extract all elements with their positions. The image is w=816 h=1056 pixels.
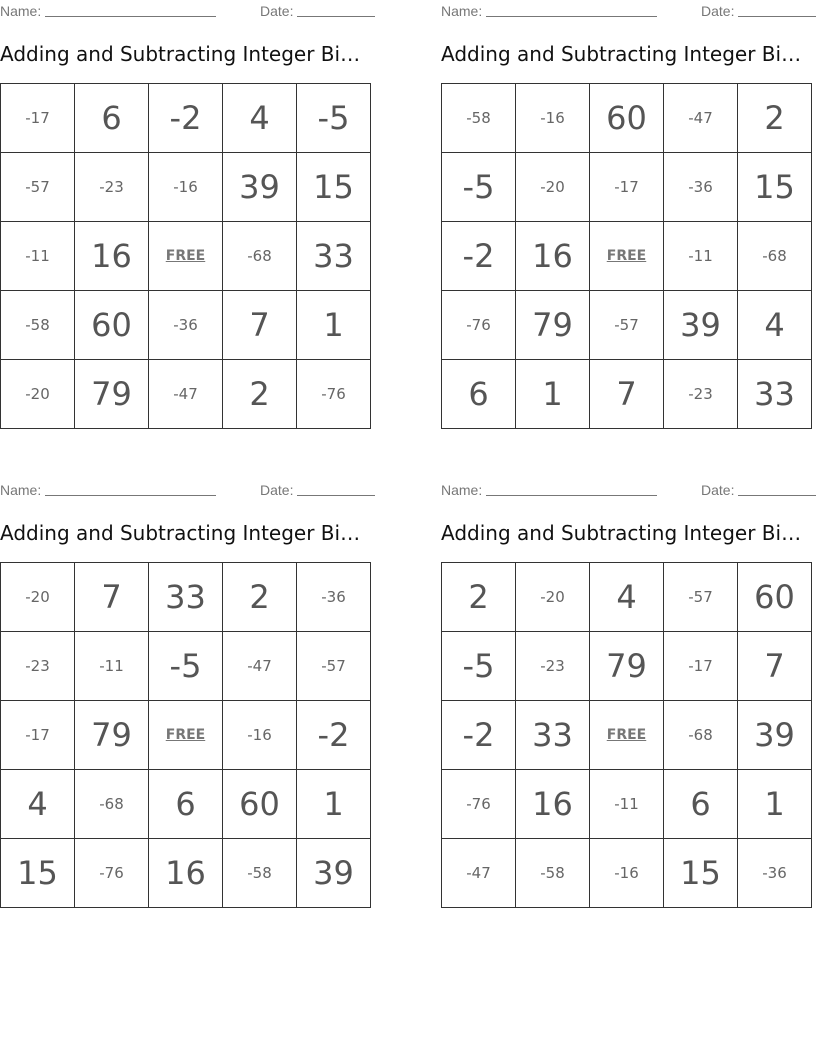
bingo-cell[interactable]: -16 [516, 84, 590, 153]
bingo-cell[interactable]: 60 [738, 563, 812, 632]
bingo-cell[interactable]: -47 [149, 360, 223, 429]
bingo-cell[interactable]: -11 [1, 222, 75, 291]
bingo-cell[interactable]: 16 [516, 770, 590, 839]
bingo-cell[interactable]: 1 [297, 770, 371, 839]
bingo-cell[interactable]: -36 [297, 563, 371, 632]
bingo-cell[interactable]: 4 [223, 84, 297, 153]
name-field[interactable] [486, 495, 657, 496]
date-label: Date: [701, 3, 735, 19]
bingo-cell[interactable]: 7 [590, 360, 664, 429]
bingo-cell[interactable]: 4 [590, 563, 664, 632]
bingo-cell[interactable]: -17 [1, 84, 75, 153]
bingo-cell[interactable]: -57 [664, 563, 738, 632]
bingo-cell[interactable]: 7 [738, 632, 812, 701]
bingo-cell[interactable]: -58 [223, 839, 297, 908]
bingo-cell[interactable]: -68 [664, 701, 738, 770]
bingo-cell[interactable]: -23 [664, 360, 738, 429]
card-title: Adding and Subtracting Integer Bi… [441, 521, 802, 545]
bingo-cell[interactable]: -57 [590, 291, 664, 360]
bingo-cell[interactable]: -11 [590, 770, 664, 839]
bingo-cell[interactable]: 60 [75, 291, 149, 360]
bingo-cell[interactable]: 15 [738, 153, 812, 222]
bingo-cell[interactable]: -17 [664, 632, 738, 701]
bingo-cell[interactable]: -2 [149, 84, 223, 153]
bingo-cell[interactable]: -57 [297, 632, 371, 701]
bingo-grid [441, 562, 812, 908]
bingo-cell[interactable]: -68 [223, 222, 297, 291]
bingo-cell[interactable]: -16 [149, 153, 223, 222]
bingo-grid [0, 83, 371, 429]
bingo-cell[interactable]: 33 [516, 701, 590, 770]
bingo-cell[interactable]: 79 [75, 701, 149, 770]
bingo-cell[interactable]: 4 [738, 291, 812, 360]
bingo-cell[interactable]: 39 [297, 839, 371, 908]
bingo-cell[interactable]: 33 [738, 360, 812, 429]
bingo-cell[interactable]: -5 [297, 84, 371, 153]
free-space[interactable]: FREE [590, 222, 664, 291]
card-header [0, 0, 376, 22]
bingo-cell[interactable]: 15 [1, 839, 75, 908]
bingo-cell[interactable]: 39 [223, 153, 297, 222]
name-field[interactable] [45, 16, 216, 17]
bingo-cell[interactable]: 4 [1, 770, 75, 839]
bingo-cell[interactable]: -76 [442, 770, 516, 839]
bingo-cell[interactable]: -47 [442, 839, 516, 908]
bingo-cell[interactable]: 16 [149, 839, 223, 908]
bingo-cell[interactable]: -58 [1, 291, 75, 360]
bingo-cell[interactable]: -68 [738, 222, 812, 291]
bingo-cell[interactable]: -36 [149, 291, 223, 360]
card-header [441, 0, 816, 22]
card-header [441, 479, 816, 501]
bingo-cell[interactable]: 6 [75, 84, 149, 153]
bingo-cell[interactable]: 33 [297, 222, 371, 291]
card-title: Adding and Subtracting Integer Bi… [0, 42, 361, 66]
date-field[interactable] [738, 495, 816, 496]
bingo-cell[interactable]: -17 [1, 701, 75, 770]
bingo-cell[interactable]: -76 [297, 360, 371, 429]
date-label: Date: [701, 482, 735, 498]
bingo-cell[interactable]: -76 [75, 839, 149, 908]
bingo-cell[interactable]: 1 [516, 360, 590, 429]
bingo-cell[interactable]: -20 [516, 563, 590, 632]
date-label: Date: [260, 3, 294, 19]
bingo-cell[interactable]: 7 [223, 291, 297, 360]
bingo-cell[interactable]: -23 [1, 632, 75, 701]
card-title: Adding and Subtracting Integer Bi… [0, 521, 361, 545]
date-field[interactable] [738, 16, 816, 17]
bingo-cell[interactable]: 16 [516, 222, 590, 291]
bingo-cell[interactable]: -11 [664, 222, 738, 291]
bingo-cell[interactable]: -2 [297, 701, 371, 770]
bingo-cell[interactable]: -58 [442, 84, 516, 153]
bingo-cell[interactable]: 39 [738, 701, 812, 770]
bingo-cell[interactable]: 2 [738, 84, 812, 153]
bingo-cell[interactable]: 6 [149, 770, 223, 839]
bingo-cell[interactable]: 2 [442, 563, 516, 632]
bingo-cell[interactable]: -68 [75, 770, 149, 839]
bingo-cell[interactable]: -2 [442, 222, 516, 291]
bingo-cell[interactable]: -5 [442, 632, 516, 701]
bingo-cell[interactable]: -5 [149, 632, 223, 701]
bingo-cell[interactable]: -58 [516, 839, 590, 908]
name-label: Name: [0, 3, 42, 19]
bingo-cell[interactable]: 60 [590, 84, 664, 153]
card-header [0, 479, 376, 501]
date-field[interactable] [297, 495, 375, 496]
bingo-grid [441, 83, 812, 429]
bingo-cell[interactable]: -23 [516, 632, 590, 701]
name-label: Name: [441, 482, 483, 498]
bingo-cell[interactable]: -2 [442, 701, 516, 770]
bingo-cell[interactable]: -16 [223, 701, 297, 770]
card-title: Adding and Subtracting Integer Bi… [441, 42, 802, 66]
bingo-cell[interactable]: -11 [75, 632, 149, 701]
bingo-cell[interactable]: 2 [223, 360, 297, 429]
name-field[interactable] [486, 16, 657, 17]
bingo-cell[interactable]: 6 [442, 360, 516, 429]
bingo-cell[interactable]: 6 [664, 770, 738, 839]
bingo-cell[interactable]: -57 [1, 153, 75, 222]
bingo-cell[interactable]: -36 [664, 153, 738, 222]
bingo-cell[interactable]: -47 [664, 84, 738, 153]
bingo-cell[interactable]: 7 [75, 563, 149, 632]
bingo-cell[interactable]: -76 [442, 291, 516, 360]
bingo-cell[interactable]: -47 [223, 632, 297, 701]
bingo-cell[interactable]: 1 [297, 291, 371, 360]
bingo-cell[interactable]: -20 [1, 563, 75, 632]
bingo-cell[interactable]: -23 [75, 153, 149, 222]
bingo-cell[interactable]: -20 [516, 153, 590, 222]
name-label: Name: [441, 3, 483, 19]
bingo-cell[interactable]: 79 [75, 360, 149, 429]
bingo-cell[interactable]: -16 [590, 839, 664, 908]
bingo-cell[interactable]: 1 [738, 770, 812, 839]
date-field[interactable] [297, 16, 375, 17]
name-label: Name: [0, 482, 42, 498]
bingo-cell[interactable]: -20 [1, 360, 75, 429]
bingo-cell[interactable]: 15 [297, 153, 371, 222]
bingo-cell[interactable]: 60 [223, 770, 297, 839]
bingo-cell[interactable]: 16 [75, 222, 149, 291]
bingo-cell[interactable]: -36 [738, 839, 812, 908]
bingo-cell[interactable]: 79 [590, 632, 664, 701]
bingo-cell[interactable]: 39 [664, 291, 738, 360]
bingo-cell[interactable]: -5 [442, 153, 516, 222]
free-space[interactable]: FREE [590, 701, 664, 770]
bingo-grid [0, 562, 371, 908]
free-space[interactable]: FREE [149, 222, 223, 291]
bingo-cell[interactable]: 79 [516, 291, 590, 360]
bingo-cell[interactable]: 15 [664, 839, 738, 908]
bingo-cell[interactable]: 33 [149, 563, 223, 632]
date-label: Date: [260, 482, 294, 498]
bingo-cell[interactable]: -17 [590, 153, 664, 222]
name-field[interactable] [45, 495, 216, 496]
free-space[interactable]: FREE [149, 701, 223, 770]
bingo-cell[interactable]: 2 [223, 563, 297, 632]
